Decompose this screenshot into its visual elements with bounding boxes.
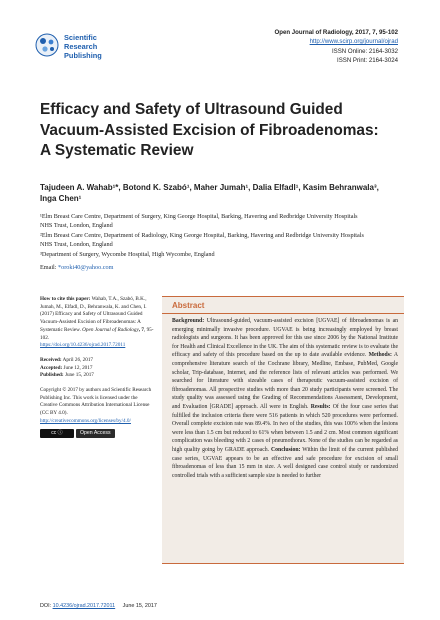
accepted-label: Accepted:	[40, 364, 63, 371]
published-label: Published:	[40, 372, 64, 379]
background-text: Ultrasound-guided, vacuum-assisted excision [UGVAE] of fibroadenomas is an emerging minimally invasive procedure. UGVAE is being increasingly employed by breast radiologists and surgeons. It has been approved for this use since 2006 by the National Institute for Health and Clinical Excellence in the UK. The aim of this systematic review is to evaluate the efficacy and safety of this procedure based on the up to date available evidence.	[172, 318, 398, 359]
cite-journal: Open Journal of Radiology	[82, 326, 139, 333]
affiliation-line: NHS Trust, London, England	[40, 222, 113, 230]
abstract-heading: Abstract	[172, 301, 205, 310]
citation-sidebar	[40, 296, 154, 438]
abstract-body	[172, 317, 398, 480]
cite-block	[40, 296, 154, 350]
cc-license-icon[interactable]: cc ⓘ	[40, 429, 74, 438]
affiliation-line: ³Department of Surgery, Wycombe Hospital, High Wycombe, England	[40, 250, 215, 258]
footer-doi-link[interactable]: 10.4236/ojrad.2017.72011	[52, 603, 116, 609]
corresponding-email	[40, 263, 113, 272]
issn-print: ISSN Print: 2164-3024	[337, 57, 398, 65]
cite-pages: , 95-102.	[40, 326, 154, 341]
accepted-date	[40, 365, 154, 373]
results-text: Of the four case series that fulfilled the inclusion criteria there were 516 patients in which 520 procedures were performed. Overall complete excision rate was 89.4%. In two of the studies, this was 100% when the lesions were less than 1.5 cm but reduced to 61% when between 1.5 and 2 cm. Most common significant complication was bleeding with 2 cases of pneumothorax. None of the studies can be regarded as high quality going by GRADE approach.	[172, 403, 399, 453]
cite-text: Wahab, T.A., Szabó, B.K., Jumah, M., Elfadl, D., Behranwala, K. and Chen, I. (2017) Efficacy and Safety of Ultrasound Guided Vacuum-Assisted Excision of Fibroadenomas: A Systematic Review.	[40, 296, 147, 333]
conclusion-text: Within the limit of the current published case series, UGVAE appears to be an effective and safe procedure for excision of small fibroadenomas of less than 15 mm in size. A well designed case control study or randomized controlled trials with a sufficient sample size is needed to further	[172, 446, 399, 479]
authors-line: Tajudeen A. Wahab¹*, Botond K. Szabó¹, Maher Jumah¹, Dalia Elfadl¹, Kasim Behranwala³,	[40, 183, 379, 192]
journal-name: Open Journal of Radiology, 2017, 7, 95-102	[274, 29, 398, 36]
methods-label: Methods:	[368, 352, 392, 359]
badges	[40, 429, 154, 438]
published-value: June 15, 2017	[63, 372, 94, 379]
background-label: Background:	[172, 318, 205, 324]
logo-line: Publishing	[64, 50, 102, 60]
authors-line: Inga Chen¹	[40, 194, 82, 203]
journal-url-link[interactable]: http://www.scirp.org/journal/ojrad	[309, 38, 398, 46]
received-date	[40, 357, 154, 365]
received-label: Received:	[40, 356, 62, 363]
title-line: Efficacy and Safety of Ultrasound Guided	[40, 101, 343, 118]
journal-info	[275, 28, 399, 66]
page-footer	[40, 602, 410, 610]
accepted-value: June 12, 2017	[62, 364, 93, 371]
title-line: Vacuum-Assisted Excision of Fibroadenomas:	[40, 121, 379, 139]
abstract-box	[162, 296, 404, 564]
copyright-text: Copyright © 2017 by authors and Scientific Research Publishing Inc. This work is licensed under the Creative Commons Attribution International License (CC BY 4.0).	[40, 387, 152, 417]
email-label: Email:	[40, 264, 59, 271]
publisher-logo-text	[64, 34, 102, 60]
footer-doi-label: DOI:	[40, 603, 53, 609]
received-value: April 26, 2017	[61, 356, 94, 363]
results-label: Results:	[310, 403, 331, 410]
logo-line: Scientific	[64, 33, 97, 42]
email-link[interactable]: *oroki40@yahoo.com	[58, 264, 114, 271]
published-date	[40, 372, 154, 380]
footer-date: June 15, 2017	[122, 603, 157, 609]
abstract-divider	[162, 313, 404, 314]
methods-text: A comprehensive literature search of the Cochrane library, Medline, Embase, PubMed, Google scholar, Trip-database, Internet, and the reference lists of relevant articles was performed. We searched for literature with sizeable cases of therapeutic vacuum-assisted excision of fibroadenomas. All prospective studies with more than 20 study participants were screened. The study quality was assessed using the Grading of Recommendations Assessment, Development, and Evaluation [GRADE] approach. All were in English.	[172, 352, 399, 410]
title-line: A Systematic Review	[40, 142, 194, 159]
cite-doi-link[interactable]: https://doi.org/10.4236/ojrad.2017.72011	[40, 342, 126, 349]
cite-volume: , 7	[138, 326, 144, 333]
publisher-logo-icon	[34, 32, 60, 58]
cite-label: How to cite this paper:	[40, 296, 91, 302]
paper-title	[40, 100, 410, 162]
author-list	[40, 182, 410, 204]
issn-online: ISSN Online: 2164-3032	[331, 47, 398, 55]
logo-line: Research	[64, 41, 98, 51]
affiliation-line: ²Elm Breast Care Centre, Department of Radiology, King George Hospital, Barking, Havering and Redbridge University Hospitals	[40, 231, 364, 239]
license-link[interactable]: http://creativecommons.org/licenses/by/4.0/	[40, 417, 131, 424]
conclusion-label: Conclusion:	[271, 446, 301, 453]
affiliation-line: ¹Elm Breast Care Centre, Department of Surgery, King George Hospital, Barking, Havering and Redbridge University Hospitals	[40, 213, 358, 220]
open-access-badge[interactable]: Open Access	[76, 429, 115, 438]
affiliation-line: NHS Trust, London, England	[40, 241, 113, 249]
affiliations	[40, 212, 415, 259]
publisher-logo[interactable]	[34, 26, 164, 66]
